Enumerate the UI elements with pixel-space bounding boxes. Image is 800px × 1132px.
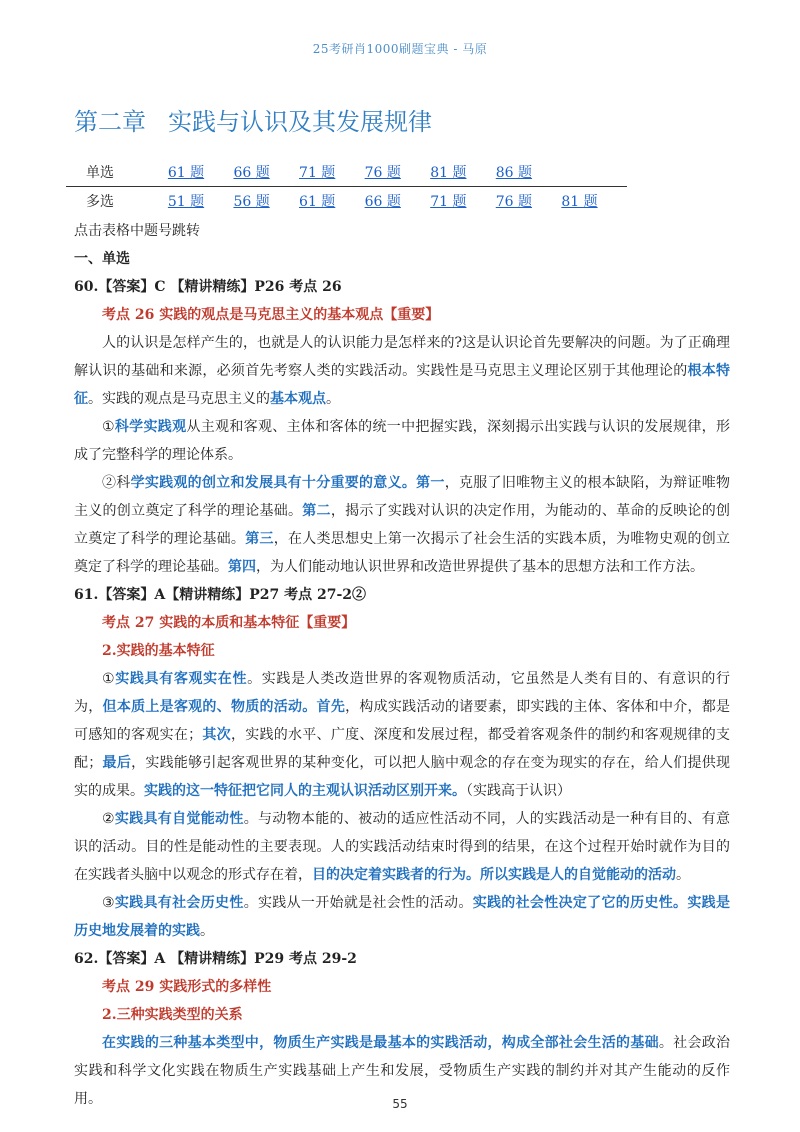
nav-link-multi-81[interactable]: 81 题 [561,194,598,210]
chapter-number: 第二章 [74,108,146,136]
paragraph: ①实践具有客观实在性。实践是人类改造世界的客观物质活动，它虽然是人类有目的、有意识的行为，但本质上是客观的、物质的活动。首先，构成实践活动的诸要素，即实践的主体、客体和中介，都是可感知的客观实在；其次，实践的水平、广度、深度和发展过程，都受着客观条件的制约和客观规律的支配；最后，实践能够引起客观世界的某种变化，可以把人脑中观念的存在变为现实的存在，给人们提供现实的成果。实践的这一特征把它同人的主观认识活动区别开来。（实践高于认识） [74,671,731,799]
section-heading: 一、单选 [74,251,130,267]
nav-link-multi-71[interactable]: 71 题 [430,194,467,210]
nav-link-single-61[interactable]: 61 题 [167,165,205,181]
key-point-27: 考点 27 实践的本质和基本特征【重要】 [102,615,356,631]
paragraph: ①科学实践观从主观和客观、主体和客体的统一中把握实践，深刻揭示出实践与认识的发展规律，形成了完整科学的理论体系。 [74,419,730,463]
nav-link-single-71[interactable]: 71 题 [299,165,336,181]
paragraph: ②科学实践观的创立和发展具有十分重要的意义。第一，克服了旧唯物主义的根本缺陷，为辩证唯物主义的创立奠定了科学的理论基础。第二，揭示了实践对认识的决定作用，为能动的、革命的反映论的创立奠定了科学的理论基础。第三，在人类思想史上第一次揭示了社会生活的实践本质，为唯物史观的创立奠定了科学的理论基础。第四，为人们能动地认识世界和改造世界提供了基本的思想方法和工作方法。 [74,475,731,575]
answer-heading-60: 60.【答案】C 【精讲精练】P26 考点 26 [74,279,342,295]
nav-link-multi-51[interactable]: 51 题 [167,194,205,210]
paragraph: ③实践具有社会历史性。实践从一开始就是社会性的活动。实践的社会性决定了它的历史性。实践是历史地发展着的实践。 [74,895,730,939]
nav-row-single [66,158,627,187]
question-nav-table [66,158,627,215]
key-point-29: 考点 29 实践形式的多样性 [102,979,272,995]
nav-link-single-81[interactable]: 81 题 [430,165,467,181]
jump-hint: 点击表格中题号跳转 [74,223,200,239]
main-content [74,217,730,1113]
running-header: 25考研肖1000刷题宝典 - 马原 [312,42,488,56]
nav-link-single-66[interactable]: 66 题 [233,165,270,181]
nav-label-multi: 多选 [86,194,114,210]
paragraph: 在实践的三种基本类型中，物质生产实践是最基本的实践活动，构成全部社会生活的基础。社会政治实践和科学文化实践在物质生产实践基础上产生和发展，受物质生产实践的制约并对其产生能动的反作用。 [74,1035,731,1107]
page-number: 55 [392,1097,408,1111]
nav-label-single: 单选 [66,158,168,187]
sub-heading: 2.实践的基本特征 [102,643,215,659]
answer-heading-62: 62.【答案】A 【精讲精练】P29 考点 29-2 [74,951,357,967]
paragraph: 人的认识是怎样产生的，也就是人的认识能力是怎样来的?这是认识论首先要解决的问题。为了正确理解认识的基础和来源，必须首先考察人类的实践活动。实践性是马克思主义理论区别于其他理论的根本特征。实践的观点是马克思主义的基本观点。 [74,335,731,407]
answer-heading-61: 61.【答案】A【精讲精练】P27 考点 27-2② [74,587,367,603]
chapter-title [74,102,432,137]
nav-link-single-86[interactable]: 86 题 [495,165,533,181]
sub-heading: 2.三种实践类型的关系 [102,1007,243,1023]
key-point-26: 考点 26 实践的观点是马克思主义的基本观点【重要】 [102,307,440,323]
nav-row-multi [66,187,627,216]
nav-link-multi-66[interactable]: 66 题 [364,194,401,210]
nav-link-multi-76[interactable]: 76 题 [495,194,533,210]
nav-link-multi-56[interactable]: 56 题 [233,194,270,210]
nav-link-single-76[interactable]: 76 题 [364,165,401,181]
nav-link-multi-61[interactable]: 61 题 [299,194,336,210]
paragraph: ②实践具有自觉能动性。与动物本能的、被动的适应性活动不同，人的实践活动是一种有目的、有意识的活动。目的性是能动性的主要表现。人的实践活动结束时得到的结果，在这个过程开始时就作为目的在实践者头脑中以观念的形式存在着，目的决定着实践者的行为。所以实践是人的自觉能动的活动。 [74,811,730,883]
chapter-name: 实践与认识及其发展规律 [168,108,432,136]
